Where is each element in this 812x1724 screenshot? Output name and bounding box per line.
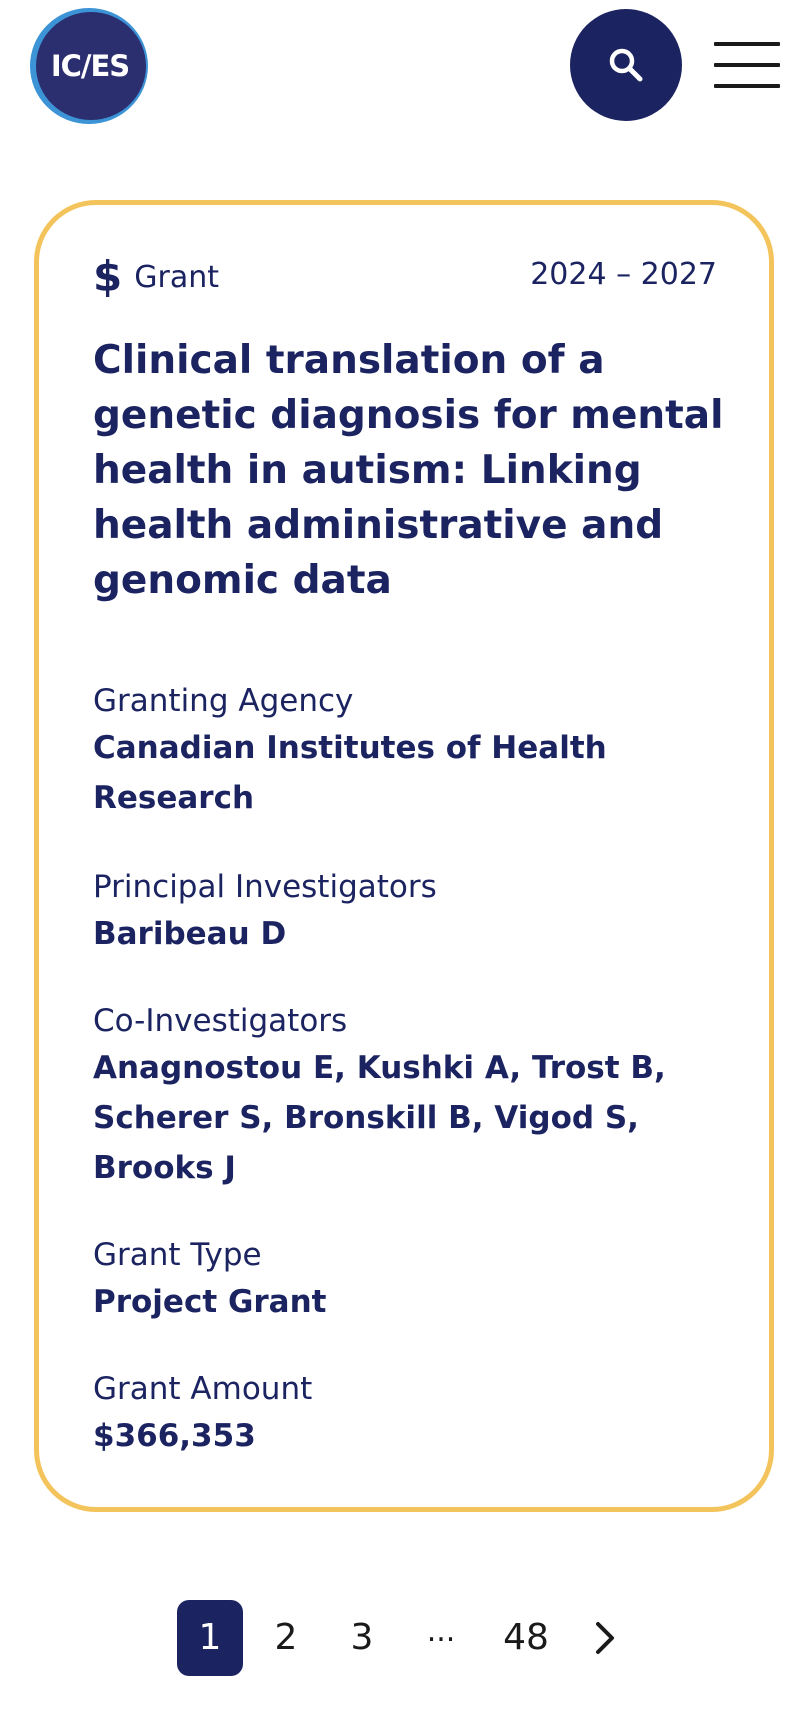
granting-agency-field	[93, 679, 733, 823]
field-label: Co-Investigators	[93, 1003, 348, 1039]
pagination	[0, 1600, 812, 1676]
chevron-right-icon[interactable]	[590, 1616, 620, 1660]
field-value: Baribeau D	[93, 916, 287, 952]
menu-button[interactable]	[712, 38, 782, 92]
field-label: Principal Investigators	[93, 869, 437, 905]
page-1-button[interactable]: 1	[177, 1600, 243, 1676]
search-icon	[606, 45, 646, 85]
field-label: Grant Amount	[93, 1371, 313, 1407]
grant-title[interactable]: Clinical translation of a genetic diagnosis for mental health in autism: Linking health administrative and genomic data	[93, 338, 724, 603]
hamburger-menu-icon	[714, 63, 780, 67]
grant-type-field	[93, 1233, 733, 1327]
field-value: $366,353	[93, 1418, 256, 1454]
principal-investigators-field	[93, 865, 733, 959]
page-2-button[interactable]: 2	[274, 1617, 298, 1658]
grant-years: 2024 – 2027	[530, 257, 717, 292]
site-header	[0, 0, 812, 130]
field-value: Canadian Institutes of Health Research	[93, 730, 607, 816]
hamburger-menu-icon	[714, 84, 780, 88]
grant-card[interactable]	[34, 200, 774, 1512]
grant-type-badge	[93, 252, 219, 301]
page-3-button[interactable]: 3	[350, 1617, 374, 1658]
hamburger-menu-icon	[714, 42, 780, 46]
search-button[interactable]	[570, 9, 682, 121]
page-ellipsis: ...	[426, 1614, 456, 1649]
field-value: Project Grant	[93, 1284, 327, 1320]
field-value: Anagnostou E, Kushki A, Trost B, Scherer S, Bronskill B, Vigod S, Brooks J	[93, 1050, 666, 1186]
page-48-button[interactable]: 48	[503, 1617, 549, 1658]
logo-text: IC/ES	[50, 49, 130, 83]
dollar-icon: $	[93, 252, 123, 301]
ices-logo[interactable]	[30, 8, 150, 124]
field-label: Grant Type	[93, 1237, 262, 1273]
grant-type-label: Grant	[134, 259, 219, 295]
field-label: Granting Agency	[93, 683, 354, 719]
grant-amount-field	[93, 1367, 733, 1461]
co-investigators-field	[93, 999, 733, 1193]
